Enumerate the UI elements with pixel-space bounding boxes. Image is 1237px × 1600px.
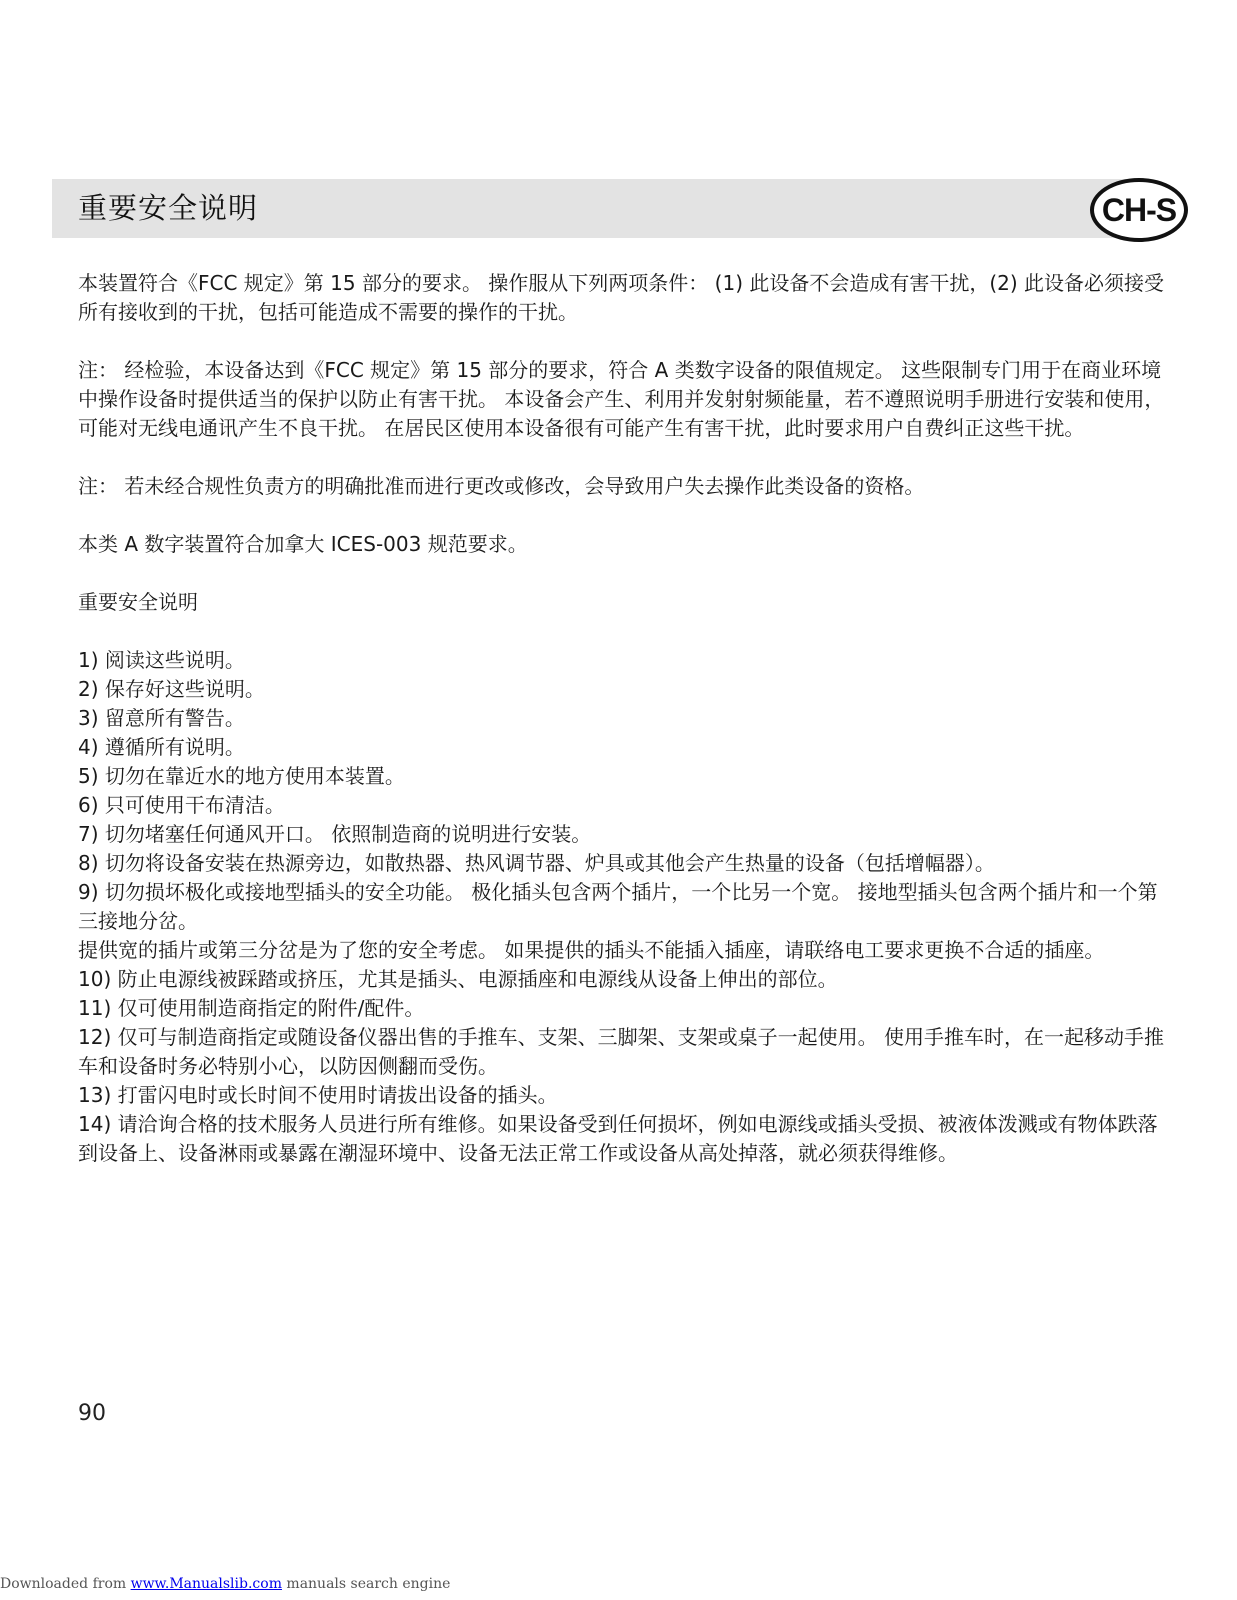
- list-item: 12) 仅可与制造商指定或随设备仪器出售的手推车、支架、三脚架、支架或桌子一起使用。 使用手推车时，在一起移动手推车和设备时务必特别小心，以防因侧翻而受伤。: [78, 1025, 1164, 1078]
- download-footer: [0, 1576, 450, 1592]
- list-item: 10) 防止电源线被踩踏或挤压，尤其是插头、电源插座和电源线从设备上伸出的部位。: [78, 967, 838, 991]
- fcc-compliance-paragraph: 本装置符合《FCC 规定》第 15 部分的要求。 操作服从下列两项条件： (1) 此设备不会造成有害干扰，(2) 此设备必须接受所有接收到的干扰，包括可能造成不需要的操作的干扰。: [78, 271, 1165, 324]
- list-item: 提供宽的插片或第三分岔是为了您的安全考虑。 如果提供的插头不能插入插座，请联络电工要求更换不合适的插座。: [78, 938, 1105, 962]
- list-item: 9) 切勿损坏极化或接地型插头的安全功能。 极化插头包含两个插片，一个比另一个宽。 接地型插头包含两个插片和一个第三接地分岔。: [78, 880, 1158, 933]
- ices-paragraph: 本类 A 数字装置符合加拿大 ICES-003 规范要求。: [78, 532, 528, 556]
- list-item: 8) 切勿将设备安装在热源旁边，如散热器、热风调节器、炉具或其他会产生热量的设备（包括增幅器）。: [78, 851, 995, 875]
- list-item: 14) 请洽询合格的技术服务人员进行所有维修。如果设备受到任何损坏，例如电源线或插头受损、被液体泼溅或有物体跌落到设备上、设备淋雨或暴露在潮湿环境中、设备无法正常工作或设备从高处掉落，就必须获得维修。: [78, 1112, 1158, 1165]
- footer-suffix: manuals search engine: [281, 1576, 451, 1592]
- page-number: 90: [78, 1401, 106, 1426]
- list-item: 13) 打雷闪电时或长时间不使用时请拔出设备的插头。: [78, 1083, 558, 1107]
- fcc-note-paragraph: 注： 经检验，本设备达到《FCC 规定》第 15 部分的要求，符合 A 类数字设备的限值规定。 这些限制专门用于在商业环境中操作设备时提供适当的保护以防止有害干扰。 本设备会产生、利用并发射射频能量，若不遵照说明手册进行安装和使用，可能对无线电通讯产生不良干扰。 在居民区使用本设备很有可能产生有害干扰，此时要求用户自费纠正这些干扰。: [78, 358, 1165, 440]
- list-item: 2) 保存好这些说明。: [78, 677, 265, 701]
- list-item: 5) 切勿在靠近水的地方使用本装置。: [78, 764, 405, 788]
- list-item: 3) 留意所有警告。: [78, 706, 245, 730]
- document-body: [78, 269, 1168, 1168]
- list-item: 11) 仅可使用制造商指定的附件/配件。: [78, 996, 425, 1020]
- language-badge: CH-S: [1090, 178, 1188, 242]
- safety-rules-list: [78, 646, 1168, 1168]
- modification-note-paragraph: 注： 若未经合规性负责方的明确批准而进行更改或修改，会导致用户失去操作此类设备的资格。: [78, 474, 925, 498]
- manualslib-link[interactable]: www.Manualslib.com: [130, 1576, 282, 1592]
- list-item: 7) 切勿堵塞任何通风开口。 依照制造商的说明进行安装。: [78, 822, 592, 846]
- list-item: 1) 阅读这些说明。: [78, 648, 245, 672]
- page-title: 重要安全说明: [78, 191, 259, 225]
- footer-prefix: Downloaded from: [0, 1576, 131, 1592]
- safety-subheading: 重要安全说明: [78, 590, 198, 614]
- header-bar: [52, 179, 1142, 238]
- list-item: 6) 只可使用干布清洁。: [78, 793, 285, 817]
- list-item: 4) 遵循所有说明。: [78, 735, 245, 759]
